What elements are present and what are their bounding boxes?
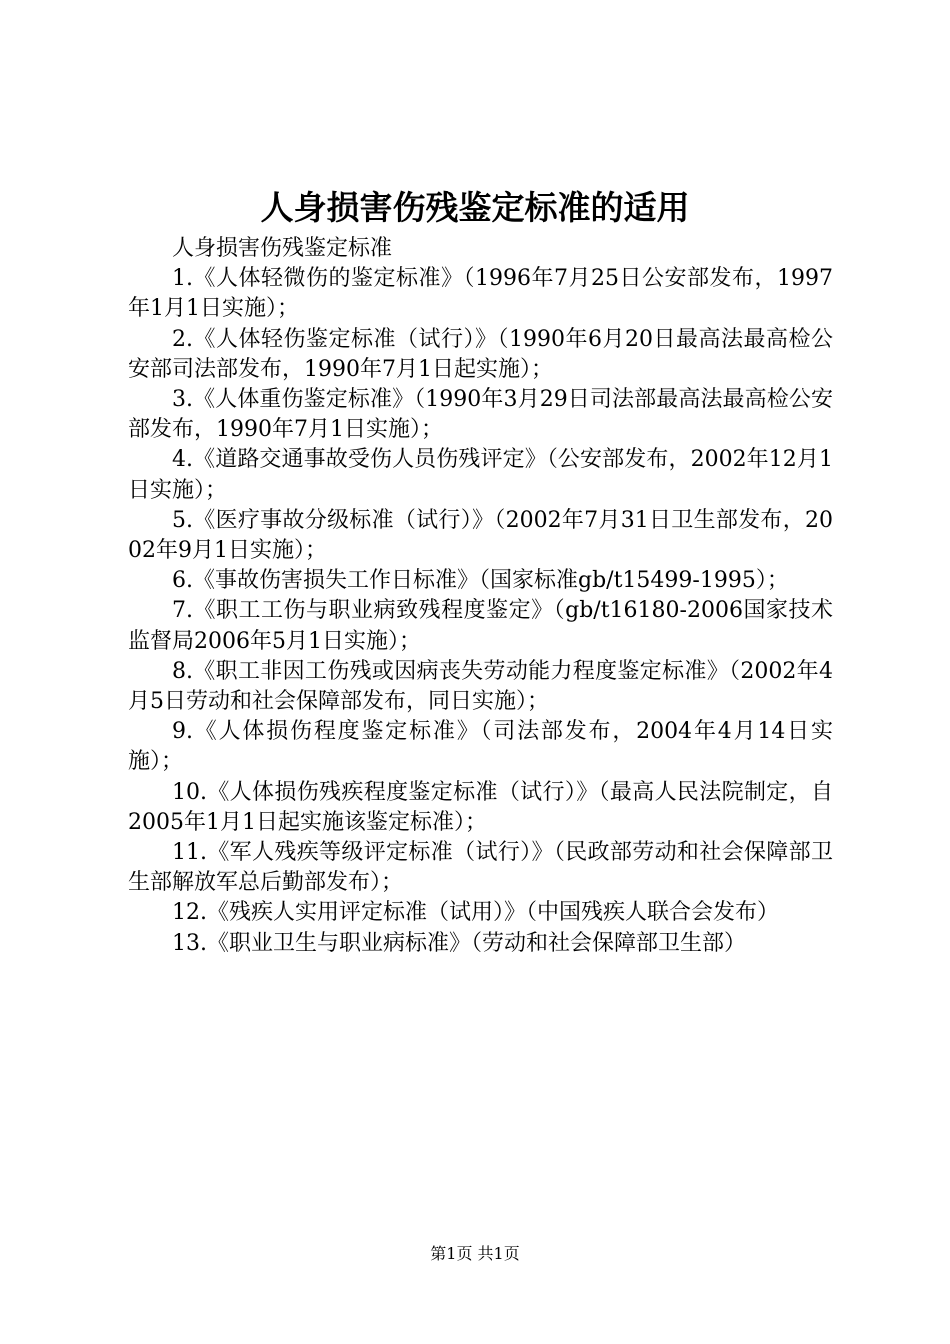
- paragraph-item-13: 13.《职业卫生与职业病标准》（劳动和社会保障部卫生部）: [172, 930, 746, 956]
- paragraph-item-6: 6.《事故伤害损失工作日标准》（国家标准gb/t15499-1995）；: [172, 568, 789, 594]
- paragraph-item-4: 4.《道路交通事故受伤人员伤残评定》（公安部发布，2002年12月1日实施）；: [128, 447, 833, 503]
- paragraph-item-3: 3.《人体重伤鉴定标准》（1990年3月29日司法部最高法最高检公安部发布，1990年7月1日实施）；: [128, 387, 833, 443]
- paragraph-item-5: 5.《医疗事故分级标准（试行）》（2002年7月31日卫生部发布，2002年9月1日实施）；: [128, 507, 833, 564]
- document-body: [128, 234, 833, 959]
- paragraph-item-2: 2.《人体轻伤鉴定标准（试行）》（1990年6月20日最高法最高检公安部司法部发布，1990年7月1日起实施）；: [128, 326, 833, 382]
- paragraph-item-11: 11.《军人残疾等级评定标准（试行）》（民政部劳动和社会保障部卫生部解放军总后勤部发布）；: [128, 840, 833, 896]
- paragraph-item-10: 10.《人体损伤残疾程度鉴定标准（试行）》（最高人民法院制定，自2005年1月1日起实施该鉴定标准）；: [128, 779, 833, 835]
- document-title: 人身损害伤残鉴定标准的适用: [260, 188, 690, 227]
- paragraph-item-9: 9.《人体损伤程度鉴定标准》（司法部发布，2004年4月14日实施）；: [128, 719, 833, 775]
- paragraph-item-8: 8.《职工非因工伤残或因病丧失劳动能力程度鉴定标准》（2002年4月5日劳动和社会保障部发布，同日实施）；: [128, 658, 833, 715]
- paragraph-item-1: 1.《人体轻微伤的鉴定标准》（1996年7月25日公安部发布，1997年1月1日实施）；: [128, 266, 833, 322]
- paragraph-item-7: 7.《职工工伤与职业病致残程度鉴定》（gb/t16180-2006国家技术监督局2006年5月1日实施）；: [128, 598, 833, 654]
- paragraph-item-12: 12.《残疾人实用评定标准（试用）》（中国残疾人联合会发布）: [172, 900, 779, 926]
- page-footer: 第1页 共1页: [430, 1244, 520, 1263]
- paragraph-heading: 人身损害伤残鉴定标准: [172, 236, 393, 261]
